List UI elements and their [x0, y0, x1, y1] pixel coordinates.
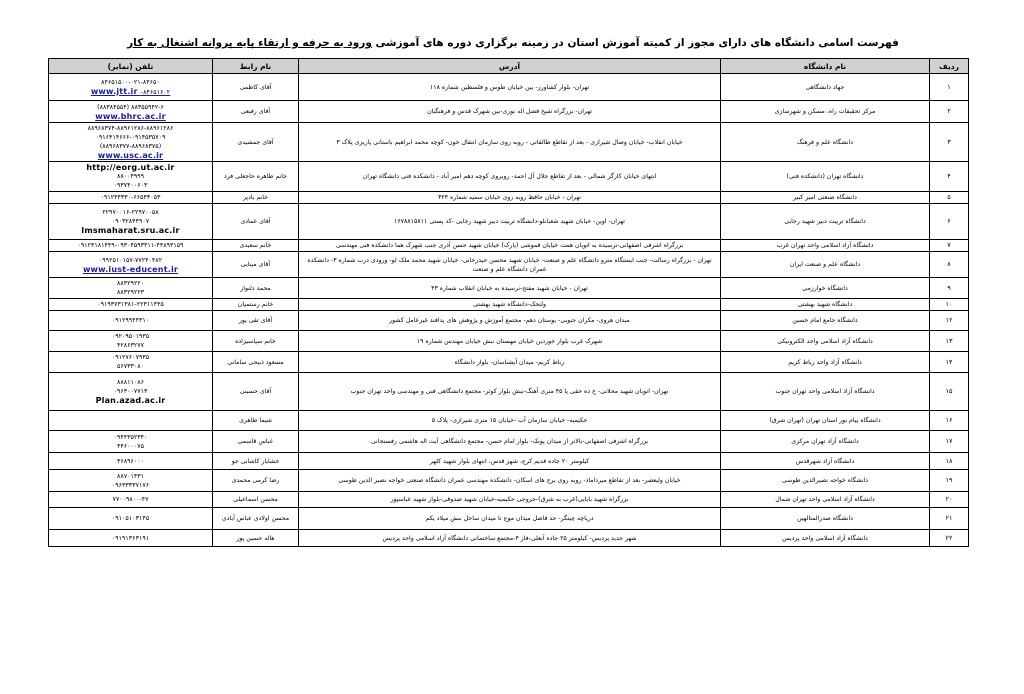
phone-number: ۴۴۶۰۰۰۷۵ — [116, 442, 145, 450]
contact-name-cell: محسن اسماعیلی — [213, 492, 299, 508]
website-text: http://eorg.ut.ac.ir — [86, 163, 175, 172]
phone-number: ۰۹۶۳۳۳۳۷۱۷۶ — [111, 481, 150, 489]
contact-name-cell: آقای جمشیدی — [213, 123, 299, 162]
phone-number: ۸۸۳۵۵۹۴۲-۶ (۸۸۳۸۴۵۵۴) — [97, 103, 164, 111]
university-name-cell: دانشگاه پیام نور استان تهران (تهران شرق) — [721, 411, 930, 431]
table-body — [49, 74, 969, 547]
row-number-cell: ۳ — [930, 123, 969, 162]
phone-number: ۰۹۱۲۴۴۳۳۰-۶۶۵۴۳۰۵۳ — [100, 194, 161, 201]
table-row — [49, 373, 969, 411]
header-university: نام دانشگاه — [721, 59, 930, 74]
website-text: Plan.azad.ac.ir — [95, 396, 166, 405]
address-cell: شهرک غرب بلوار خوردین خیابان مهستان نبش خیابان مهندس شماره ۱۹ — [299, 331, 721, 352]
phone-cell — [49, 101, 213, 123]
table-row — [49, 530, 969, 547]
phone-cell — [49, 530, 213, 547]
phone-cell — [49, 352, 213, 373]
phone-number: ۸۸۸۱۱۰۸۶ — [116, 379, 145, 386]
website-link[interactable]: www.usc.ac.ir — [97, 151, 164, 160]
university-name-cell: دانشگاه صنعتی امیر کبیر — [721, 192, 930, 204]
address-cell: تهران - خیابان شهید مفتح-نرسیده به خیابان انقلاب شماره ۴۳ — [299, 278, 721, 299]
address-cell: دریاچه چیتگر- حد فاصل میدان موج تا میدان ساحل نبش میلاد یکم — [299, 508, 721, 530]
header-phone: تلفن (نمابر) — [49, 59, 213, 74]
table-header-row — [49, 59, 969, 74]
contact-name-cell: محمد دلنواز — [213, 278, 299, 299]
phone-cell — [49, 240, 213, 252]
phone-number: ۰۹۱۲۴۱۸۱۴۴۹-۰۹۳۰۴۵۹۳۳۱۱-۴۴۸۹۳۱۵۹ — [77, 242, 184, 249]
address-cell: تهران- اوین- خیابان شهید شعبانلو-دانشگاه تربیت دبیر شهید رجایی -کد پستی ۱۶۷۸۸۱۵۸۱۱ — [299, 204, 721, 240]
phone-number: ۸۸۳۲۹۲۲۰ — [116, 280, 145, 287]
phone-number: ۰۹۹۲۵۱۰۱۵۷-۷۷۲۴۰۴۸۲ — [98, 256, 163, 264]
contact-name-cell: عباس قاسمی — [213, 431, 299, 453]
phone-cell — [49, 311, 213, 331]
row-number-cell: ۲۰ — [930, 492, 969, 508]
header-address: آدرس — [299, 59, 721, 74]
address-cell: رباط کریم- میدان آبشناسان- بلوار دانشگاه — [299, 352, 721, 373]
contact-name-cell: آقای رفیعی — [213, 101, 299, 123]
table-row — [49, 252, 969, 278]
university-name-cell: دانشگاه آزاد واحد رباط کریم — [721, 352, 930, 373]
phone-number: ۴۲۸۶۳۲۷۷ — [116, 342, 145, 349]
row-number-cell: ۱۲ — [930, 311, 969, 331]
contact-name-cell: آقای تقی پور — [213, 311, 299, 331]
address-cell: بزرگراه شهید بابایی(غرب به شرق)-خروجی حکیمیه-خیابان شهید صدوقی-بلوار شهید عباسپور — [299, 492, 721, 508]
university-name-cell: دانشگاه آزاد اسلامی واحد پردیس — [721, 530, 930, 547]
university-name-cell: دانشگاه آزاد اسلامی واحد تهران جنوب — [721, 373, 930, 411]
address-cell: خیابان انقلاب- خیابان وصال شیرازی - بعد از تقاطع طالقانی - روبه روی سازمان انتقال خون- کوچه محمد ابراهیم باستانی پاریزی پلاک ۳ — [299, 123, 721, 162]
university-name-cell: دانشگاه خوارزمی — [721, 278, 930, 299]
phone-cell — [49, 331, 213, 352]
phone-number: (۸۸۹۶۸۳۷۷-۸۸۹۶۸۳۷۵) — [99, 143, 162, 150]
row-number-cell: ۲ — [930, 101, 969, 123]
phone-number: ۸۸۷۰۱۴۳۱ — [116, 472, 145, 480]
contact-name-cell: شیما طاهری — [213, 411, 299, 431]
table-row — [49, 431, 969, 453]
website-text: lmsmaharat.sru.ac.ir — [81, 226, 180, 235]
phone-number: ۰۹۱۰۵۱۰۳۱۴۵ — [111, 515, 150, 522]
row-number-cell: ۲۲ — [930, 530, 969, 547]
university-name-cell: دانشگاه شهید بهشتی — [721, 299, 930, 311]
university-name-cell: دانشگاه خواجه نصیرالدین طوسی — [721, 470, 930, 492]
universities-table-container — [48, 58, 968, 547]
table-row — [49, 192, 969, 204]
phone-number: ۸۸۳۲۹۲۲۳ — [116, 289, 145, 296]
table-row — [49, 299, 969, 311]
phone-number: ۰۹۱۲۹۹۴۴۳۱۰ — [111, 317, 150, 324]
phone-number: ۰۹۶۳۰۰۷۷۱۳ — [113, 388, 148, 395]
row-number-cell: ۲۱ — [930, 508, 969, 530]
address-cell: تهران- بزرگراه شیخ فضل اله نوری-بین شهرک قدس و فرهنگیان — [299, 101, 721, 123]
phone-cell — [49, 373, 213, 411]
phone-cell — [49, 453, 213, 470]
contact-name-cell: خانم سعیدی — [213, 240, 299, 252]
website-link[interactable]: www.bhrc.ac.ir — [95, 111, 166, 121]
row-number-cell: ۱۰ — [930, 299, 969, 311]
table-row — [49, 240, 969, 252]
university-name-cell: دانشگاه صدرالمتالهین — [721, 508, 930, 530]
table-row — [49, 162, 969, 192]
table-row — [49, 74, 969, 101]
phone-cell — [49, 431, 213, 453]
contact-name-cell: خانم رستمیان — [213, 299, 299, 311]
phone-number: ۰۹۱۹۳۷۳۱۳۸۱-۲۲۳۱۱۴۴۵ — [97, 301, 164, 308]
row-number-cell: ۴ — [930, 162, 969, 192]
table-row — [49, 278, 969, 299]
row-number-cell: ۱۸ — [930, 453, 969, 470]
contact-name-cell: مسعود ذبیحی سامانی — [213, 352, 299, 373]
phone-number: ۵۶۷۳۳۰۸۰ — [116, 363, 145, 370]
phone-cell — [49, 508, 213, 530]
university-name-cell: دانشگاه آزاد شهرقدس — [721, 453, 930, 470]
university-name-cell: دانشگاه علم و فرهنگ — [721, 123, 930, 162]
university-name-cell: دانشگاه آزاد اسلامی واحد تهران غرب — [721, 240, 930, 252]
phone-number: ۰۹۱۲۷۶۰۷۹۳۵ — [111, 354, 150, 361]
table-row — [49, 204, 969, 240]
website-link[interactable]: www.iust-educent.ir — [82, 264, 179, 274]
contact-name-cell: محسن اولادی عباس آبادی — [213, 508, 299, 530]
contact-name-cell: آقای کاظمی — [213, 74, 299, 101]
page-title — [90, 37, 936, 53]
contact-name-cell: آقای مینایی — [213, 252, 299, 278]
phone-number: ۰۹۴۴۳۵۲۳۴۰ — [113, 433, 148, 441]
phone-cell — [49, 411, 213, 431]
contact-name-cell: رضا کرمی محمدی — [213, 470, 299, 492]
address-cell: تهران - بزرگراه رسالت- جنب ایستگاه مترو دانشگاه علم و صنعت- خیابان شهید محسن حیدرخانی- خیابان شهید محمد ملک لو- ورودی درب شماره ۳- دانشکده عمران دانشگاه علم و صنعت — [299, 252, 721, 278]
phone-cell — [49, 299, 213, 311]
phone-number: ۸۸۰۰۴۹۹۹ — [116, 173, 145, 180]
table-row — [49, 470, 969, 492]
address-cell: کیلومتر ۲۰ جاده قدیم کرج، شهر قدس، انتهای بلوار شهید کلهر — [299, 453, 721, 470]
phone-cell — [49, 192, 213, 204]
contact-name-cell: آقای حسینی — [213, 373, 299, 411]
contact-name-cell: خانم طاهره حاجعلی فرد — [213, 162, 299, 192]
row-number-cell: ۱۹ — [930, 470, 969, 492]
phone-number: ۰۹۰۳۲۸۴۴۹۰۷ — [111, 218, 150, 225]
contact-name-cell: خانم بادپر — [213, 192, 299, 204]
row-number-cell: ۶ — [930, 204, 969, 240]
contact-name-cell: هاله حسین پور — [213, 530, 299, 547]
university-name-cell: دانشگاه آزاد اسلامی واحد تهران شمال — [721, 492, 930, 508]
table-row — [49, 352, 969, 373]
address-cell: بزرگراه اشرفی اصفهانی-نرسیده به اتوبان همت خیابان قموشی (پارک) خیابان شهید حسن آذری جنب شهرک هما دانشکده فنی مهندسی — [299, 240, 721, 252]
address-cell: تهران- اتوبان شهید محلاتی- خ ده حقی پا ۴۵ متری آهنگ-نبش بلوار کوثر- مجتمع دانشگاهی فنی و مهندسی واحد تهران جنوب — [299, 373, 721, 411]
university-name-cell: جهاد دانشگاهی — [721, 74, 930, 101]
phone-cell — [49, 252, 213, 278]
address-cell: حکیمیه- خیابان سازمان آب -خیابان ۱۵ متری شیرازی- پلاک ۵ — [299, 411, 721, 431]
row-number-cell: ۱۵ — [930, 373, 969, 411]
row-number-cell: ۵ — [930, 192, 969, 204]
row-number-cell: ۷ — [930, 240, 969, 252]
address-cell: میدان هروی- مکران جنوبی- بوستان دهم- مجتمع آموزش و پژوهش های پدافند غیرعامل کشور — [299, 311, 721, 331]
row-number-cell: ۸ — [930, 252, 969, 278]
row-number-cell: ۹ — [930, 278, 969, 299]
table-row — [49, 411, 969, 431]
row-number-cell: ۱۴ — [930, 352, 969, 373]
phone-cell — [49, 492, 213, 508]
contact-name-cell: خانم سپاسیزاده — [213, 331, 299, 352]
header-contact: نام رابط — [213, 59, 299, 74]
phone-cell — [49, 162, 213, 192]
address-cell: بزرگراه اشرفی اصفهانی-بالاتر از میدان پونک- بلوار امام حسن- مجتمع دانشگاهی آیت اله هاشمی رفسنجانی — [299, 431, 721, 453]
university-name-cell: دانشگاه آزاد اسلامی واحد الکترونیکی — [721, 331, 930, 352]
row-number-cell: ۱۶ — [930, 411, 969, 431]
phone-number: ۲۲۹۷۰۰۱۶-۲۲۹۷۰۰۵۸ — [102, 209, 159, 216]
phone-number: ۸۸۹۶۸۳۷۴-۸۸۹۶۱۲۸۶-۸۸۹۶۱۲۸۶ — [87, 125, 174, 132]
phone-cell — [49, 470, 213, 492]
phone-number: ۰۹۲۰۹۵۰۱۹۳۵ — [111, 333, 150, 340]
row-number-cell: ۱ — [930, 74, 969, 101]
table-row — [49, 453, 969, 470]
address-cell: تهران - خیابان حافظ روبه روی خیابان سمیه شماره ۴۲۴ — [299, 192, 721, 204]
phone-cell — [49, 123, 213, 162]
table-row — [49, 311, 969, 331]
university-name-cell: دانشگاه تربیت دبیر شهید رجایی — [721, 204, 930, 240]
phone-cell — [49, 278, 213, 299]
table-row — [49, 492, 969, 508]
phone-suffix: -۸۴۶۵۱۶۰۲ — [140, 88, 171, 96]
title-text: فهرست اسامی دانشگاه های دارای مجوز از کمیته آموزش استان در زمینه برگزاری دوره های آموزشی — [375, 37, 899, 49]
phone-cell — [49, 204, 213, 240]
university-name-cell: دانشگاه جامع امام حسین — [721, 311, 930, 331]
university-name-cell: دانشگاه آزاد تهران مرکزی — [721, 431, 930, 453]
contact-name-cell: خشایار کاشانی جو — [213, 453, 299, 470]
university-name-cell: مرکز تحقیقات راه، مسکن و شهرسازی — [721, 101, 930, 123]
university-name-cell: دانشگاه تهران (دانشکده فنی) — [721, 162, 930, 192]
address-cell: ولنجک-دانشگاه شهید بهشتی — [299, 299, 721, 311]
universities-table — [48, 58, 969, 547]
table-row — [49, 123, 969, 162]
title-underlined-text: ورود به حرفه و ارتقاء پایه پروانه اشتغال به کار — [127, 37, 372, 49]
header-row-no: ردیف — [930, 59, 969, 74]
phone-cell — [49, 74, 213, 101]
phone-number: ۴۶۸۹۶۰۰۰ — [116, 457, 145, 465]
phone-number: ۰۹۱۶۴۱۴۶۶۶-۰۹۱۴۵۳۵۷۰۹ — [95, 134, 166, 141]
contact-name-cell: آقای عمادی — [213, 204, 299, 240]
address-cell: خیابان ولیعصر- بعد از تقاطع میرداماد- روبه روی برج های اسکان- دانشکده مهندسی عمران دانشگاه صنعتی خواجه نصیر الدین طوسی — [299, 470, 721, 492]
address-cell: شهر جدید پردیس- کیلومتر ۲۵ جاده آبعلی-فاز ۴-مجتمع ساختمانی دانشگاه آزاد اسلامی واحد پردیس — [299, 530, 721, 547]
address-cell: تهران- بلوار کشاورز- بین خیابان طوس و فلسطین شماره ۱۱۸ — [299, 74, 721, 101]
table-row — [49, 331, 969, 352]
website-link[interactable]: www.jtt.ir -۸۴۶۵۱۶۰۲ — [90, 86, 171, 96]
table-row — [49, 508, 969, 530]
university-name-cell: دانشگاه علم و صنعت ایران — [721, 252, 930, 278]
phone-number: ۸۴۶۵۱۵۰۰-۰۲۱-۸۴۶۵۰ — [101, 78, 160, 86]
phone-number: ۷۷۰۰۹۸۰۰-۴۷ — [112, 496, 149, 503]
table-row — [49, 101, 969, 123]
phone-number: ۰۹۱۹۱۳۶۳۱۹۱ — [111, 534, 150, 542]
phone-number: ۰۹۳۷۴۰۰۶۰۳ — [113, 182, 148, 189]
row-number-cell: ۱۳ — [930, 331, 969, 352]
address-cell: انتهای خیابان کارگر شمالی - بعد از تقاطع جلال آل احمد- روبروی کوچه دهم امیر آباد - دانشکده فنی دانشگاه تهران — [299, 162, 721, 192]
row-number-cell: ۱۷ — [930, 431, 969, 453]
